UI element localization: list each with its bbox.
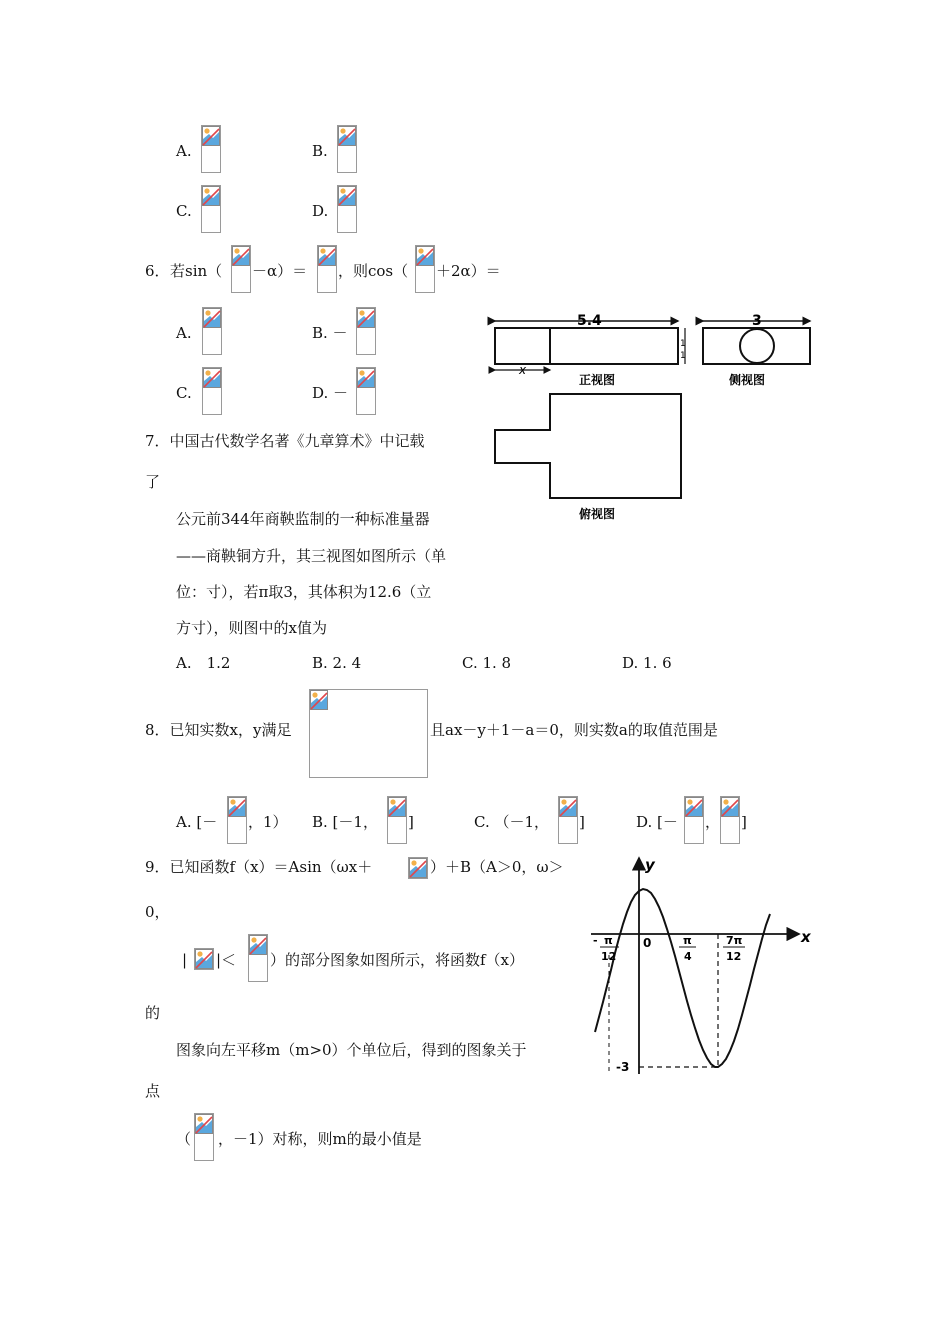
q8-option-b-end: ] bbox=[408, 813, 414, 831]
formula-image-placeholder bbox=[415, 245, 435, 293]
broken-image-icon bbox=[685, 797, 703, 817]
origin-label: 0 bbox=[643, 936, 652, 950]
q8-option-b-start: B. [－1， bbox=[312, 813, 378, 831]
top-view bbox=[495, 394, 681, 521]
tick-denominator: 12 bbox=[601, 950, 617, 963]
q6-option-c: C. bbox=[176, 384, 192, 402]
q8-stem-a: 8．已知实数x，y满足 bbox=[145, 721, 292, 739]
q8-option-c-end: ] bbox=[579, 813, 585, 831]
formula-image-placeholder bbox=[248, 934, 268, 982]
broken-image-icon bbox=[203, 368, 221, 388]
q8-option-a-start: A. [－ bbox=[176, 813, 218, 831]
broken-image-icon bbox=[249, 935, 267, 955]
q9-line4: 的 bbox=[145, 1004, 161, 1022]
q6-stem-d: ＋2α）＝ bbox=[436, 262, 501, 280]
q7-line4: ——商鞅铜方升，其三视图如图所示（单 bbox=[176, 547, 447, 565]
q8-stem-b: 且ax－y＋1－a＝0，则实数a的取值范围是 bbox=[430, 721, 718, 739]
q9-line3-c: ）的部分图象如图所示，将函数f（x） bbox=[270, 951, 525, 969]
formula-image-placeholder bbox=[201, 125, 221, 173]
q7-line3: 公元前344年商鞅监制的一种标准量器 bbox=[176, 510, 430, 528]
q7-option-d: D. 1. 6 bbox=[622, 654, 672, 672]
q7-line1: 7．中国古代数学名著《九章算术》中记载 bbox=[145, 432, 425, 450]
q7-option-b: B. 2. 4 bbox=[312, 654, 362, 672]
formula-image-placeholder bbox=[202, 307, 222, 355]
q6-option-b: B. － bbox=[312, 324, 348, 342]
formula-image-placeholder bbox=[720, 796, 740, 844]
broken-image-icon bbox=[202, 126, 220, 146]
q8-option-d-end: ] bbox=[741, 813, 747, 831]
q7-option-c: C. 1. 8 bbox=[462, 654, 512, 672]
broken-image-icon bbox=[310, 690, 328, 710]
q7-option-a: A. 1.2 bbox=[176, 654, 231, 672]
formula-image-placeholder bbox=[317, 245, 337, 293]
top-view-label: 俯视图 bbox=[579, 507, 616, 521]
broken-image-icon bbox=[357, 308, 375, 328]
q5-option-d: D. bbox=[312, 202, 329, 220]
broken-image-icon bbox=[195, 1114, 213, 1134]
formula-image-placeholder bbox=[194, 948, 214, 970]
dim-length-label: 5.4 bbox=[577, 313, 602, 329]
formula-image-placeholder bbox=[194, 1113, 214, 1161]
dim-width-label: 3 bbox=[752, 313, 762, 329]
q7-line5: 位：寸），若π取3，其体积为12.6（立 bbox=[176, 583, 432, 601]
broken-image-icon bbox=[318, 246, 336, 266]
broken-image-icon bbox=[416, 246, 434, 266]
q7-line2: 了 bbox=[145, 473, 161, 491]
q9-line1-a: 9．已知函数f（x）＝Asin（ωx＋ bbox=[145, 858, 373, 876]
q9-line5: 图象向左平移m（m>0）个单位后，得到的图象关于 bbox=[176, 1041, 527, 1059]
q6-option-a: A. bbox=[176, 324, 192, 342]
broken-image-icon bbox=[195, 949, 213, 969]
tick-denominator: 12 bbox=[726, 950, 742, 963]
formula-image-placeholder bbox=[387, 796, 407, 844]
formula-image-placeholder bbox=[558, 796, 578, 844]
dim-1-label: 1 bbox=[680, 351, 686, 361]
front-view-label: 正视图 bbox=[579, 373, 616, 387]
q6-stem-c: ，则cos（ bbox=[338, 262, 409, 280]
q8-option-d-mid: ， bbox=[705, 813, 721, 831]
side-view bbox=[703, 313, 810, 387]
broken-image-icon bbox=[202, 186, 220, 206]
q5-option-c: C. bbox=[176, 202, 192, 220]
three-view-figure bbox=[485, 308, 820, 528]
broken-image-icon bbox=[559, 797, 577, 817]
formula-image-placeholder bbox=[408, 857, 428, 879]
broken-image-icon bbox=[388, 797, 406, 817]
broken-image-icon bbox=[228, 797, 246, 817]
broken-image-icon bbox=[338, 186, 356, 206]
min-label: -3 bbox=[616, 1060, 630, 1074]
q9-line6: 点 bbox=[145, 1082, 161, 1100]
broken-image-icon bbox=[338, 126, 356, 146]
formula-image-placeholder bbox=[356, 367, 376, 415]
q9-line1-b: ）＋B（A＞0，ω＞ bbox=[430, 858, 564, 876]
formula-image-placeholder bbox=[201, 185, 221, 233]
side-view-label: 侧视图 bbox=[729, 373, 766, 387]
tick-numerator: 7π bbox=[726, 934, 743, 947]
constraint-system-image-placeholder bbox=[309, 689, 428, 778]
broken-image-icon bbox=[203, 308, 221, 328]
tick-sign: - bbox=[593, 934, 598, 947]
q9-line7-a: （ bbox=[176, 1130, 192, 1148]
formula-image-placeholder bbox=[227, 796, 247, 844]
tick-denominator: 4 bbox=[684, 950, 692, 963]
dim-x-label: x bbox=[519, 363, 527, 377]
q9-line2: 0， bbox=[145, 903, 170, 921]
sine-graph bbox=[585, 852, 820, 1077]
q7-line6: 方寸），则图中的x值为 bbox=[176, 619, 327, 637]
q6-stem-a: 若sin（ bbox=[170, 262, 223, 280]
x-axis-label: x bbox=[801, 928, 811, 946]
q5-option-b: B. bbox=[312, 142, 328, 160]
q9-line3-b: |＜ bbox=[216, 951, 237, 969]
y-axis-label: y bbox=[645, 856, 655, 874]
broken-image-icon bbox=[232, 246, 250, 266]
formula-image-placeholder bbox=[202, 367, 222, 415]
q8-option-d-start: D. [－ bbox=[636, 813, 678, 831]
formula-image-placeholder bbox=[356, 307, 376, 355]
broken-image-icon bbox=[357, 368, 375, 388]
q6-stem-b: －α）＝ bbox=[252, 262, 308, 280]
formula-image-placeholder bbox=[337, 185, 357, 233]
q6-number: 6． bbox=[145, 262, 170, 280]
q8-option-c-start: C. （－1， bbox=[474, 813, 550, 831]
broken-image-icon bbox=[409, 858, 427, 878]
q5-option-a: A. bbox=[176, 142, 192, 160]
broken-image-icon bbox=[721, 797, 739, 817]
front-view bbox=[495, 313, 686, 387]
formula-image-placeholder bbox=[684, 796, 704, 844]
dim-1-label: 1 bbox=[680, 339, 686, 349]
formula-image-placeholder bbox=[337, 125, 357, 173]
q9-line3-a: | bbox=[182, 951, 188, 969]
sine-curve bbox=[595, 889, 770, 1067]
tick-numerator: π bbox=[683, 934, 692, 947]
formula-image-placeholder bbox=[231, 245, 251, 293]
q8-option-a-end: ，1） bbox=[248, 813, 288, 831]
q9-line7-b: ，－1）对称，则m的最小值是 bbox=[218, 1130, 422, 1148]
q6-option-d: D. － bbox=[312, 384, 349, 402]
tick-numerator: π bbox=[604, 934, 613, 947]
